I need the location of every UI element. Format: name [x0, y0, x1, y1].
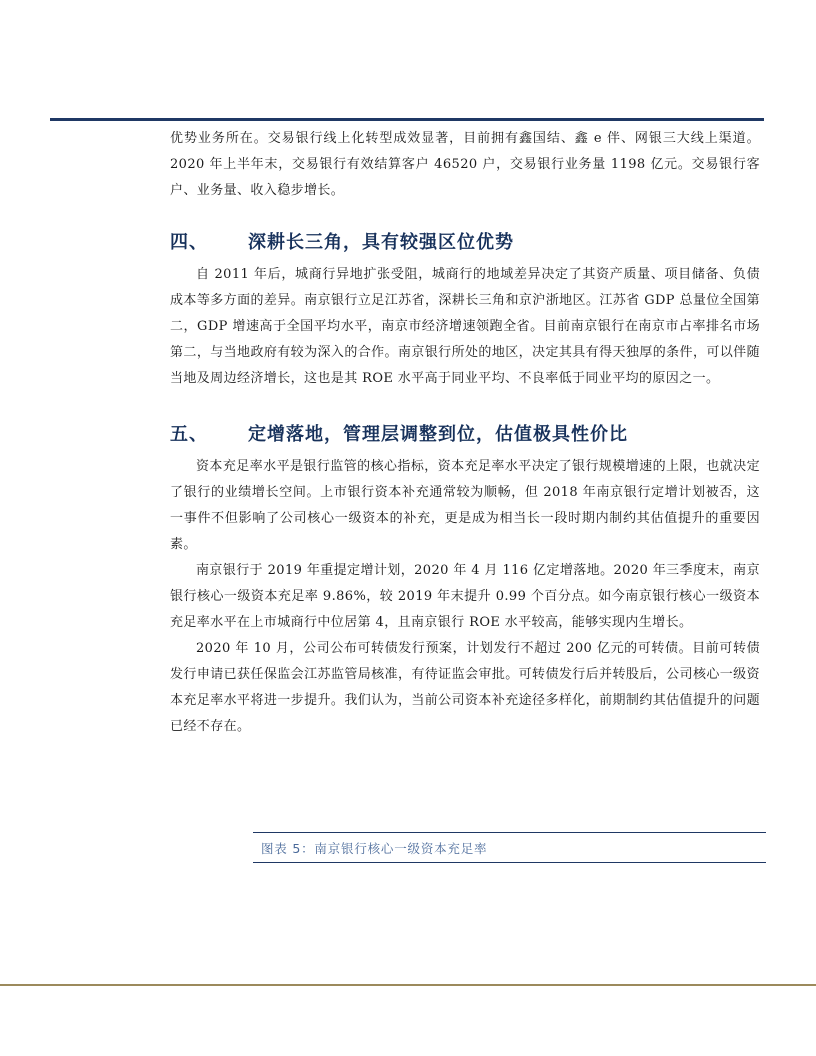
section-5-paragraph-3: 2020 年 10 月，公司公布可转债发行预案，计划发行不超过 200 亿元的可转债。目前可转债发行申请已获任保监会江苏监管局核准，有待证监会审批。可转债发行后并转股后，公司核心一级资本充足率水平将进一步提升。我们认为，当前公司资本补充途径多样化，前期制约其估值提升的问题已经不存在。: [170, 641, 760, 734]
section-5-title: 定增落地，管理层调整到位，估值极具性价比: [248, 424, 628, 445]
header-rule: [50, 118, 764, 121]
continuation-paragraph: 优势业务所在。交易银行线上化转型成效显著，目前拥有鑫国结、鑫 e 伴、网银三大线上渠道。2020 年上半年末，交易银行有效结算客户 46520 户，交易银行业务量 1198 亿元。交易银行客户、业务量、收入稳步增长。: [170, 131, 760, 198]
section-4-paragraph-1: 自 2011 年后，城商行异地扩张受阻，城商行的地域差异决定了其资产质量、项目储备、负债成本等多方面的差异。南京银行立足江苏省，深耕长三角和京沪浙地区。江苏省 GDP 总量位全国第二，GDP 增速高于全国平均水平，南京市经济增速领跑全省。目前南京银行在南京市占率排名市场第二，与当地政府有较为深入的合作。南京银行所处的地区，决定其具有得天独厚的条件，可以伴随当地及周边经济增长，这也是其 ROE 水平高于同业平均、不良率低于同业平均的原因之一。: [170, 267, 760, 386]
figure-caption-box: [253, 832, 766, 863]
figure-caption: 图表 5：南京银行核心一级资本充足率: [261, 840, 488, 856]
section-4-number: 四、: [170, 232, 208, 253]
section-5-heading: [170, 420, 760, 446]
section-4-title: 深耕长三角，具有较强区位优势: [248, 232, 514, 253]
section-5-paragraph-2: 南京银行于 2019 年重提定增计划，2020 年 4 月 116 亿定增落地。2020 年三季度末，南京银行核心一级资本充足率 9.86%，较 2019 年末提升 0.99 个百分点。如今南京银行核心一级资本充足率水平在上市城商行中位居第 4，且南京银行 ROE 水平较高，能够实现内生增长。: [170, 563, 760, 630]
section-5-paragraph-1: 资本充足率水平是银行监管的核心指标，资本充足率水平决定了银行规模增速的上限，也就决定了银行的业绩增长空间。上市银行资本补充通常较为顺畅，但 2018 年南京银行定增计划被否，这一事件不但影响了公司核心一级资本的补充，更是成为相当长一段时期内制约其估值提升的重要因素。: [170, 459, 760, 552]
section-4-heading: [170, 228, 760, 254]
document-body: [170, 126, 760, 740]
footer-rule: [0, 984, 816, 986]
section-5-number: 五、: [170, 424, 208, 445]
